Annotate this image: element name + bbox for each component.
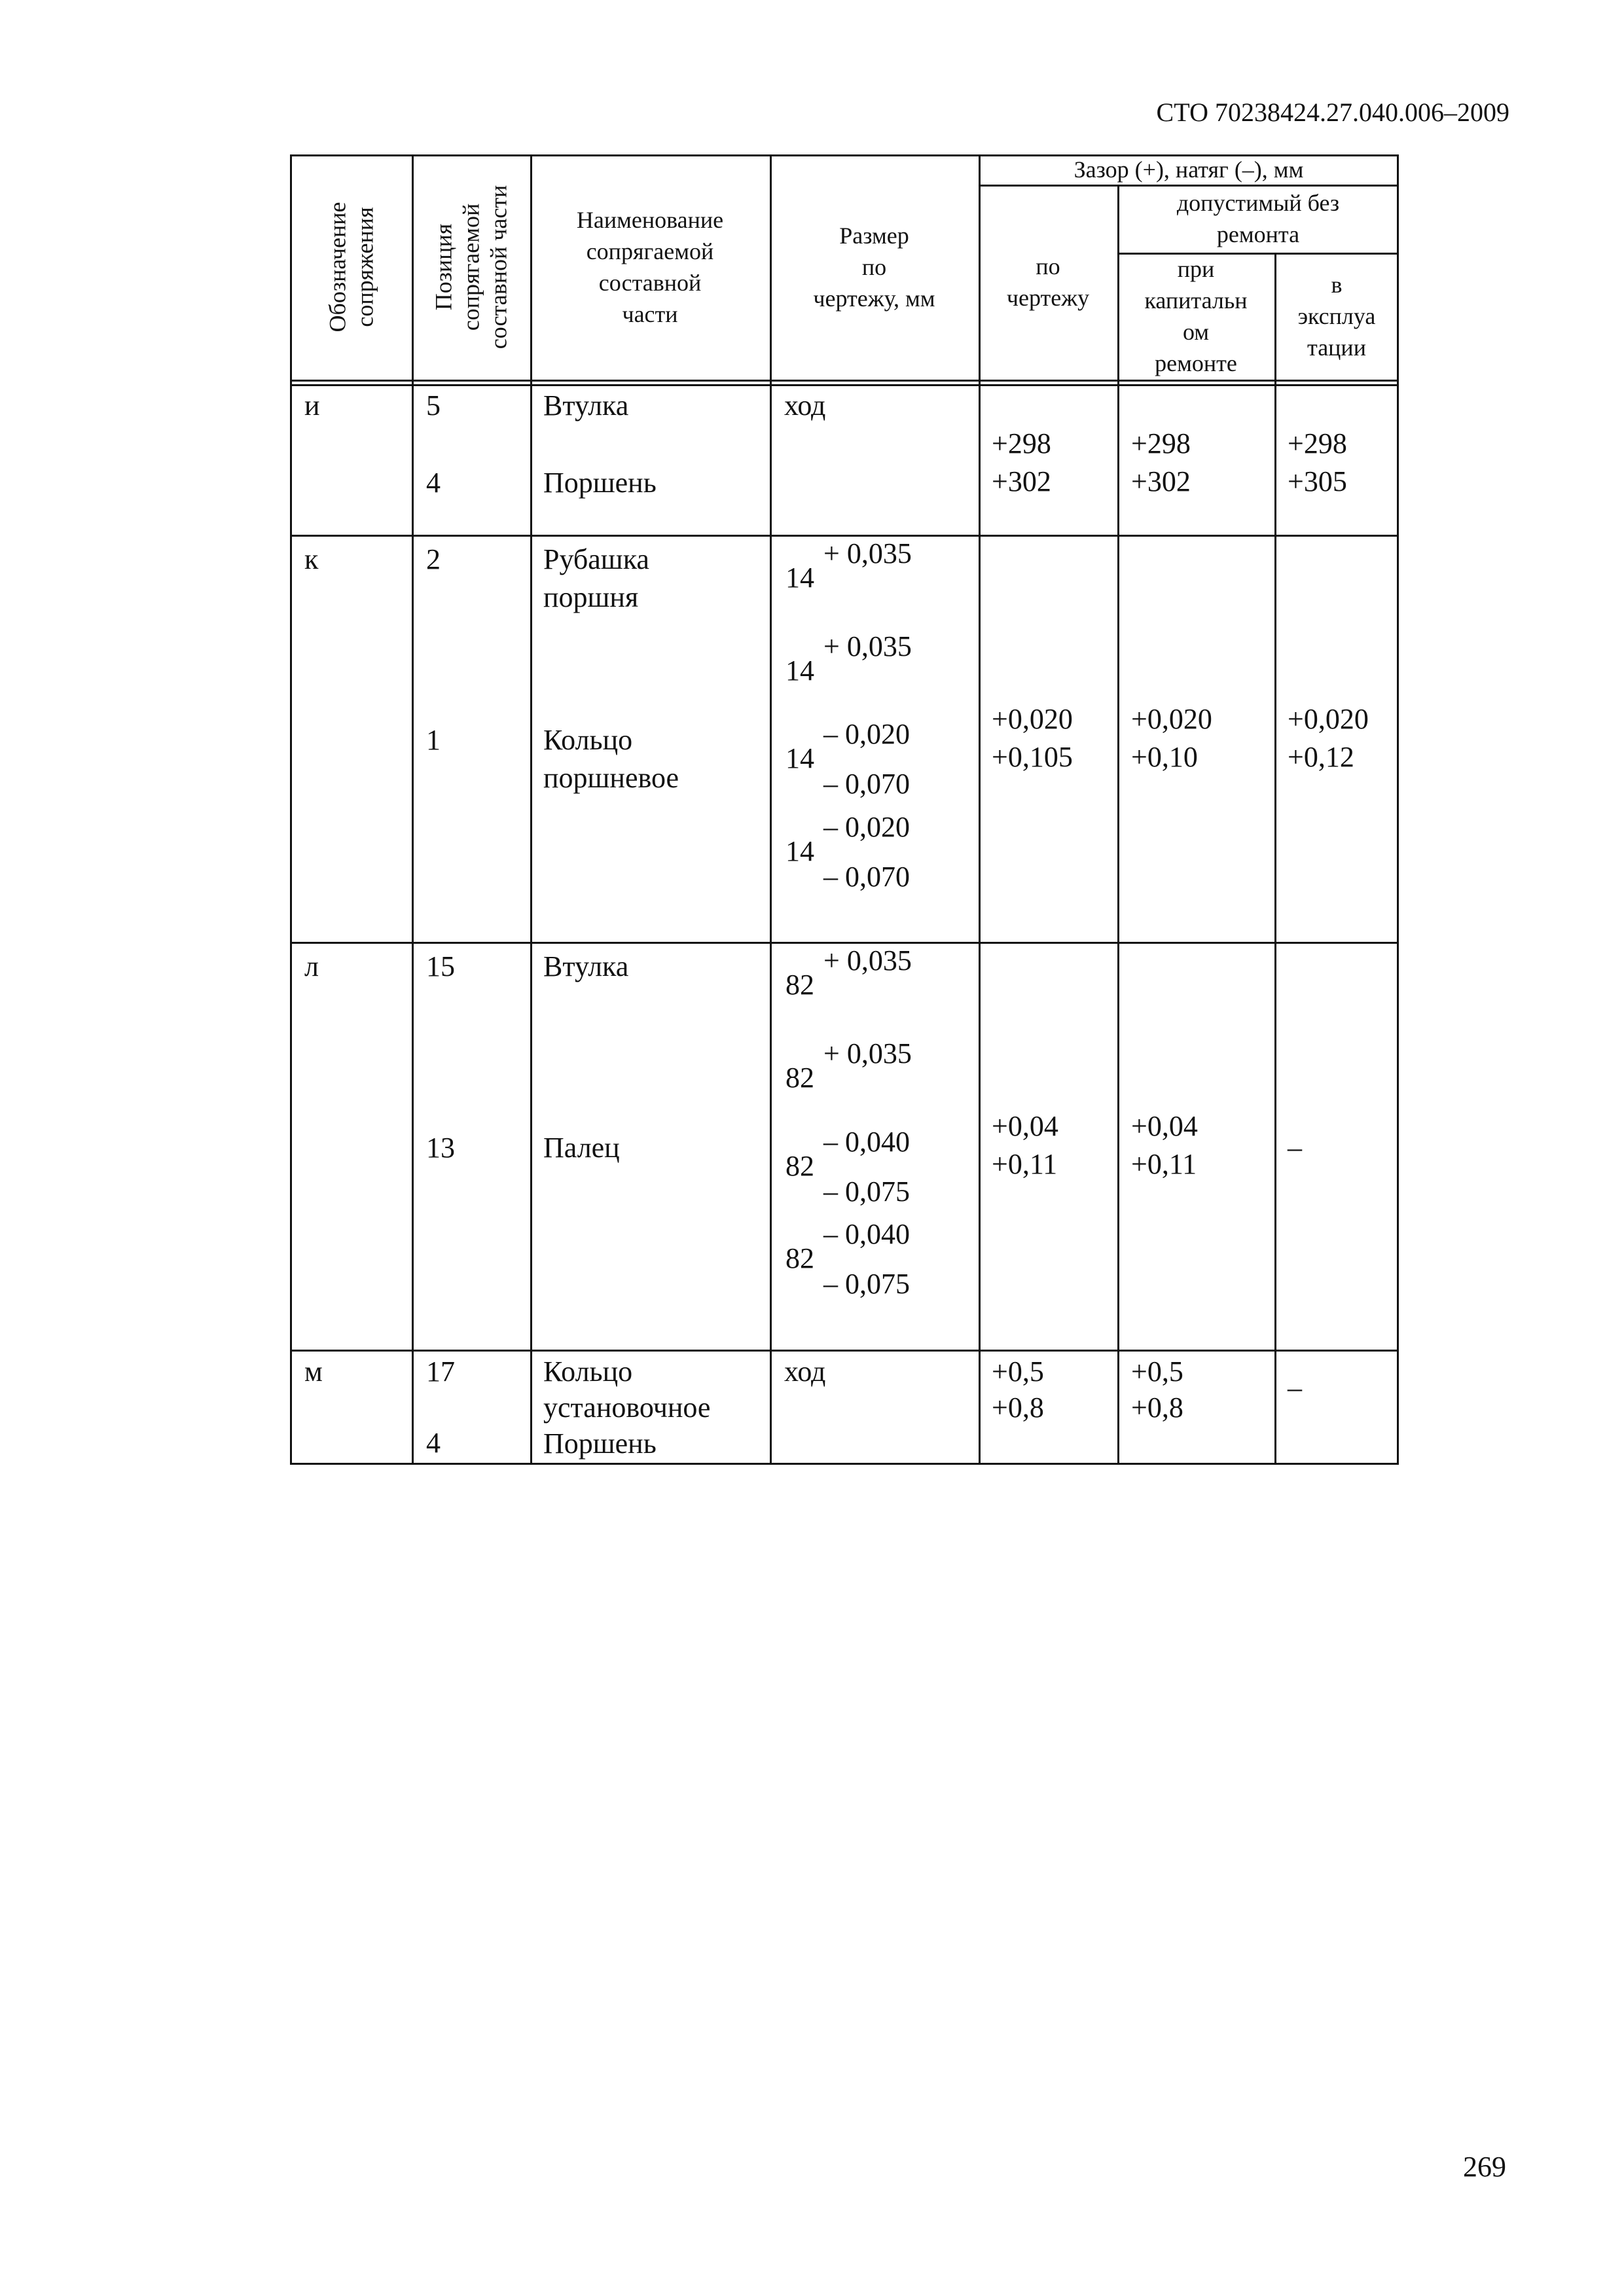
header-rule [290, 384, 1399, 386]
part-name-cell: Поршень [543, 1427, 657, 1460]
header-position: Позиция сопрягаемой составной части [430, 185, 512, 350]
designation-cell: и [304, 389, 320, 422]
mating-parts-table: Обозначение сопряжения Позиция сопрягаемой составной части Наименование сопрягаемой составной части Размер по чертежу, мм Зазор (+), натяг (–), мм по чертежу допустимый без ремонта при капитальн ом ремонте в эксплуа тации и 5 4 Втулка Поршень ход +298 +302 +298 +302 +298 +305 к 2 1 Рубашка поршня Кольцо поршневое + 0,035 14 + 0,035 14 – 0,020 14 – 0,070 – 0,020 14 – 0,070 +0,020 +0,105 +0,020 +0,10 +0,020 +0,12 л 15 13 Втулка Палец + 0,035 82 + 0,035 82 – 0,040 82 – 0,075 – 0,040 82 – 0,075 +0,04 +0,11 +0,04 +0,11 – м 17 4 Кольцо установочное Поршень ход +0,5 +0,8 +0,5 +0,8 – [290, 154, 1399, 1465]
part-name-cell: Поршень [543, 467, 657, 499]
gap-by-drawing: +302 [992, 465, 1051, 497]
gap-capital-repair: +302 [1131, 465, 1191, 497]
gap-by-drawing: +0,105 [992, 741, 1073, 773]
designation-cell: м [304, 1355, 323, 1388]
position-cell: 4 [426, 1427, 441, 1459]
position-cell: 1 [426, 724, 441, 756]
gap-by-drawing: +0,5 [992, 1355, 1044, 1388]
size-cell: ход [784, 389, 826, 422]
gap-capital-repair: +0,10 [1131, 741, 1198, 773]
header-rule [290, 380, 1399, 382]
part-name-cell: Кольцо [543, 1355, 633, 1388]
part-name-cell: Рубашка [543, 543, 649, 575]
position-cell: 4 [426, 467, 441, 499]
gap-by-drawing: +0,8 [992, 1391, 1044, 1424]
gap-capital-repair: +0,5 [1131, 1355, 1183, 1388]
header-designation: Обозначение сопряжения [324, 202, 378, 332]
position-cell: 13 [426, 1132, 455, 1164]
table-border-bottom [290, 1463, 1399, 1465]
size-cell: ход [784, 1355, 826, 1388]
part-name-cell: Кольцо [543, 724, 633, 756]
gap-by-drawing: +0,11 [992, 1148, 1058, 1180]
gap-capital-repair: +298 [1131, 427, 1191, 459]
gap-in-service: +298 [1288, 427, 1347, 459]
page-number: 269 [1463, 2151, 1506, 2183]
part-name-cell: Палец [543, 1132, 620, 1164]
gap-by-drawing: +0,04 [992, 1110, 1058, 1142]
gap-in-service: +305 [1288, 465, 1347, 497]
header-capital-repair: при капитальн ом ремонте [1144, 256, 1248, 376]
part-name-cell: поршневое [543, 762, 679, 794]
column-rule [1274, 253, 1276, 1465]
position-cell: 2 [426, 543, 441, 575]
gap-by-drawing: +298 [992, 427, 1051, 459]
position-cell: 5 [426, 389, 441, 422]
gap-capital-repair: +0,020 [1131, 703, 1212, 735]
position-cell: 17 [426, 1355, 455, 1388]
header-part-name: Наименование сопрягаемой составной части [576, 207, 724, 327]
part-name-cell: Втулка [543, 389, 629, 422]
header-in-service: в эксплуа тации [1297, 272, 1376, 361]
gap-in-service: – [1288, 1372, 1302, 1404]
gap-in-service: – [1288, 1132, 1302, 1164]
part-name-cell: Втулка [543, 950, 629, 982]
position-cell: 15 [426, 950, 455, 982]
gap-in-service: +0,12 [1288, 741, 1354, 773]
gap-by-drawing: +0,020 [992, 703, 1073, 735]
header-gap-group: Зазор (+), натяг (–), мм [1074, 156, 1304, 183]
part-name-cell: установочное [543, 1391, 711, 1424]
gap-capital-repair: +0,11 [1131, 1148, 1197, 1180]
part-name-cell: поршня [543, 581, 639, 613]
header-drawing-size: Размер по чертежу, мм [813, 223, 935, 312]
gap-capital-repair: +0,8 [1131, 1391, 1183, 1424]
gap-in-service: +0,020 [1288, 703, 1369, 735]
gap-capital-repair: +0,04 [1131, 1110, 1198, 1142]
header-by-drawing: по чертежу [1006, 253, 1090, 311]
designation-cell: л [304, 950, 319, 982]
row-rule [290, 1350, 1399, 1352]
document-code: СТО 70238424.27.040.006–2009 [1156, 98, 1509, 127]
header-allowed-group: допустимый без ремонта [1176, 190, 1340, 247]
designation-cell: к [304, 543, 319, 575]
